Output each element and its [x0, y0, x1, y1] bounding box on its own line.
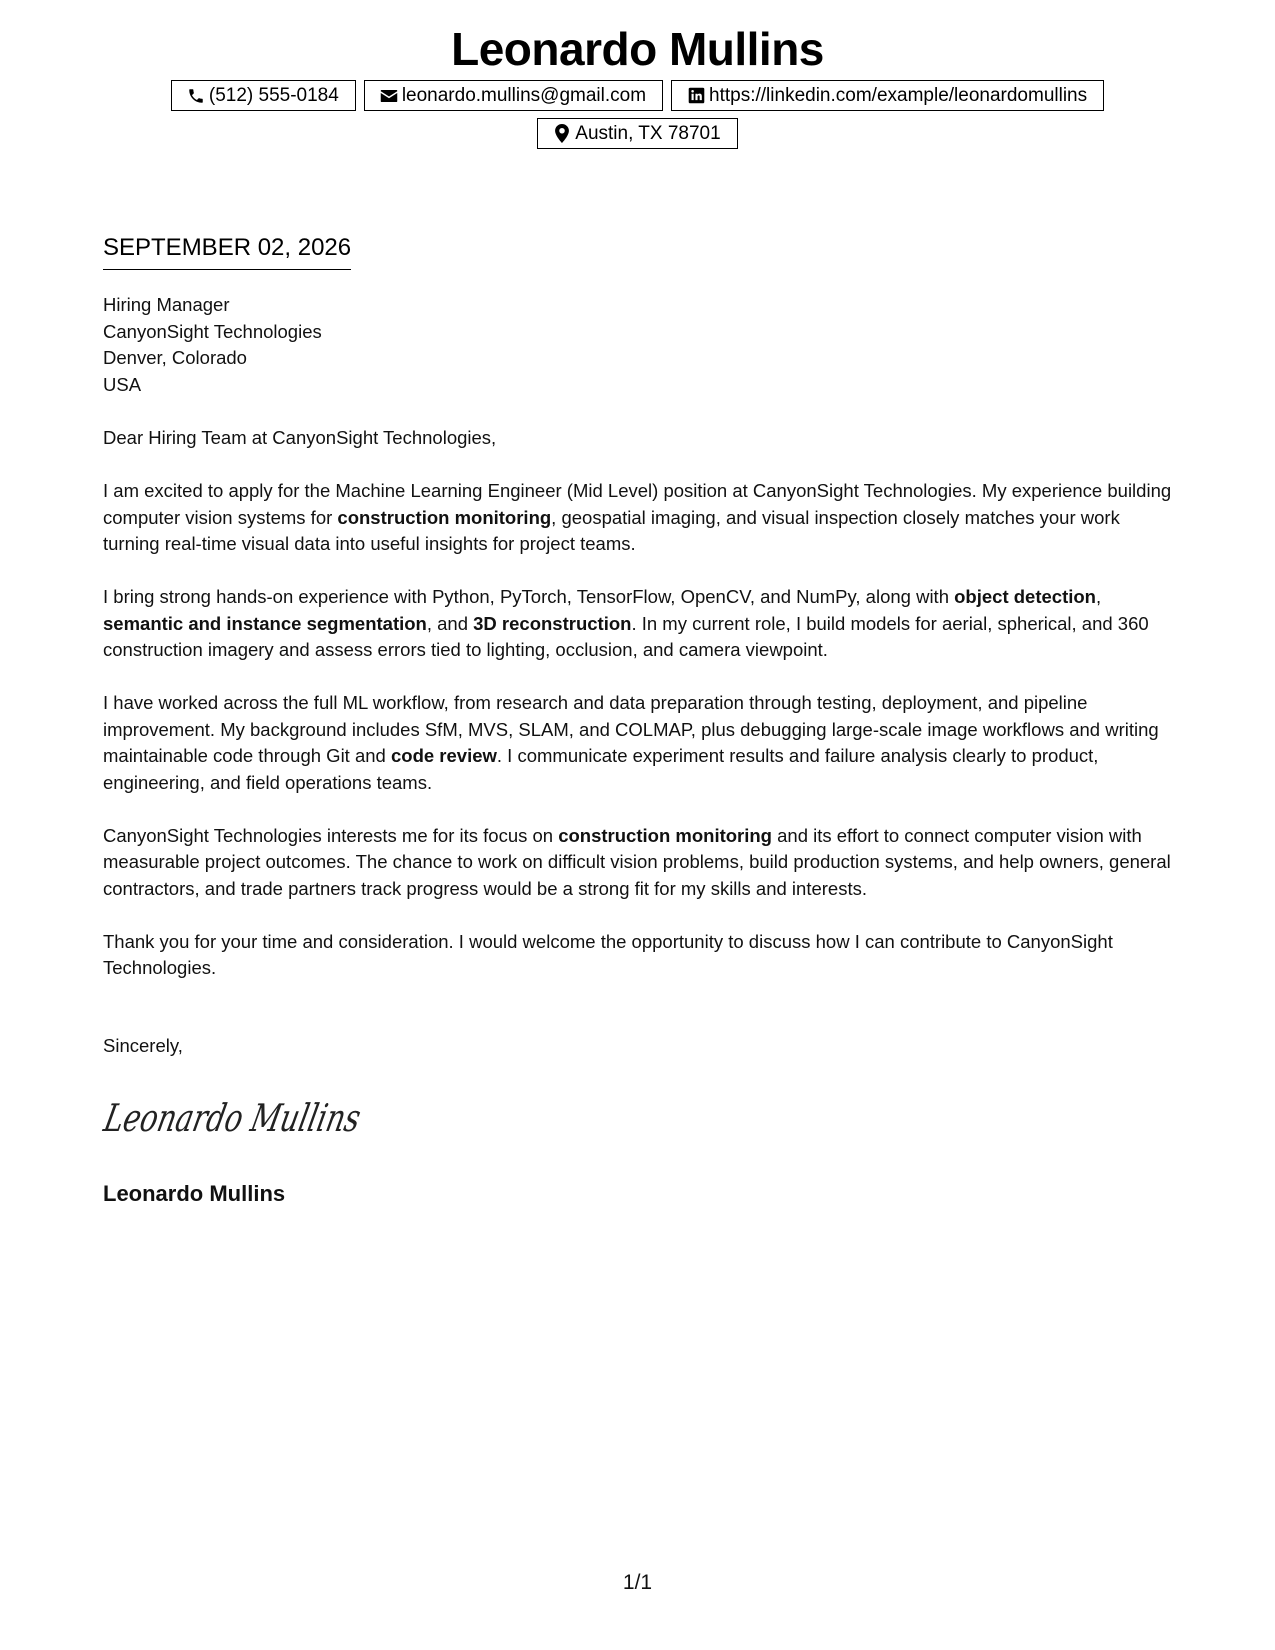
- phone-chip[interactable]: [171, 80, 356, 111]
- body-paragraph: [103, 929, 1178, 982]
- page-indicator: 1/1: [622, 1571, 653, 1594]
- recipient-company: CanyonSight Technologies: [103, 320, 322, 342]
- body-paragraph: [103, 690, 1178, 796]
- body-paragraph: [103, 478, 1178, 558]
- paragraph-text: . In my current role, I build models for aerial, spherical, and 360 construction imagery and assess errors tied to lighting, occlusion, and camera viewpoint.: [103, 612, 1149, 660]
- closing-line: Sincerely,: [103, 1035, 183, 1056]
- body-paragraph: [103, 823, 1178, 903]
- paragraph-text: Thank you for your time and consideration. I would welcome the opportunity to discuss how I can contribute to CanyonSight Technologies.: [103, 930, 1113, 978]
- recipient-city: Denver, Colorado: [103, 347, 247, 368]
- paragraph-text: CanyonSight Technologies interests me for its focus on: [103, 824, 559, 846]
- paragraph-text: ,: [1095, 586, 1102, 607]
- paragraph-text: I have worked across the full ML workflow, from research and data preparation through testing, deployment, and pipeline improvement. My background includes SfM, MVS, SLAM, and COLMAP, plus debugging large-scale image workflows and writing maintainable code through Git and: [103, 692, 1159, 766]
- emphasized-text: object detection: [954, 586, 1096, 607]
- handwritten-signature: [100, 1085, 449, 1155]
- linkedin-icon: [686, 86, 706, 106]
- emphasized-text: construction monitoring: [337, 506, 552, 528]
- contact-row: [0, 80, 1275, 111]
- location-pin-icon: [552, 124, 572, 144]
- body-paragraph: [103, 584, 1178, 664]
- paragraph-text: , and: [426, 612, 474, 634]
- recipient-block: [103, 292, 322, 398]
- paragraph-text: . I communicate experiment results and failure analysis clearly to product, engineering, and field operations teams.: [103, 745, 1099, 793]
- email-text: leonardo.mullins@gmail.com: [401, 84, 647, 106]
- paragraph-text: I am excited to apply for the Machine Learning Engineer (Mid Level) position at CanyonSight Technologies. My experience building computer vision systems for: [103, 480, 1172, 528]
- paragraph-text: I bring strong hands-on experience with Python, PyTorch, TensorFlow, OpenCV, and NumPy, along with: [103, 586, 955, 607]
- letter-body: [103, 425, 1178, 1008]
- paragraph-text: , geospatial imaging, and visual inspection closely matches your work turning real-time visual data into useful insights for project teams.: [103, 506, 1120, 554]
- signer-name: Leonardo Mullins: [103, 1181, 286, 1206]
- linkedin-chip[interactable]: [671, 80, 1104, 111]
- recipient-country: USA: [103, 373, 142, 395]
- location-text: Austin, TX 78701: [575, 122, 721, 144]
- phone-icon: [186, 86, 206, 106]
- location-chip[interactable]: [537, 118, 737, 149]
- email-chip[interactable]: [364, 80, 663, 111]
- emphasized-text: code review: [390, 745, 497, 766]
- signature-text: Leonardo Mullins: [100, 1096, 449, 1141]
- linkedin-text: https://linkedin.com/example/leonardomullins: [709, 84, 1088, 106]
- applicant-name: Leonardo Mullins: [451, 23, 824, 75]
- salutation: Dear Hiring Team at CanyonSight Technologies,: [103, 427, 497, 448]
- emphasized-text: construction monitoring: [558, 824, 772, 846]
- recipient-title: Hiring Manager: [103, 294, 230, 315]
- phone-text: (512) 555-0184: [208, 84, 339, 106]
- paragraph-text: and its effort to connect computer vision with measurable project outcomes. The chance to work on difficult vision problems, build production systems, and help owners, general contractors, and trade partners track progress would be a strong fit for my skills and interests.: [103, 824, 1171, 899]
- emphasized-text: semantic and instance segmentation: [103, 612, 427, 634]
- envelope-icon: [379, 86, 399, 106]
- emphasized-text: 3D reconstruction: [473, 612, 632, 634]
- contact-row-2: [0, 118, 1275, 149]
- letter-date: SEPTEMBER 02, 2026: [103, 233, 351, 270]
